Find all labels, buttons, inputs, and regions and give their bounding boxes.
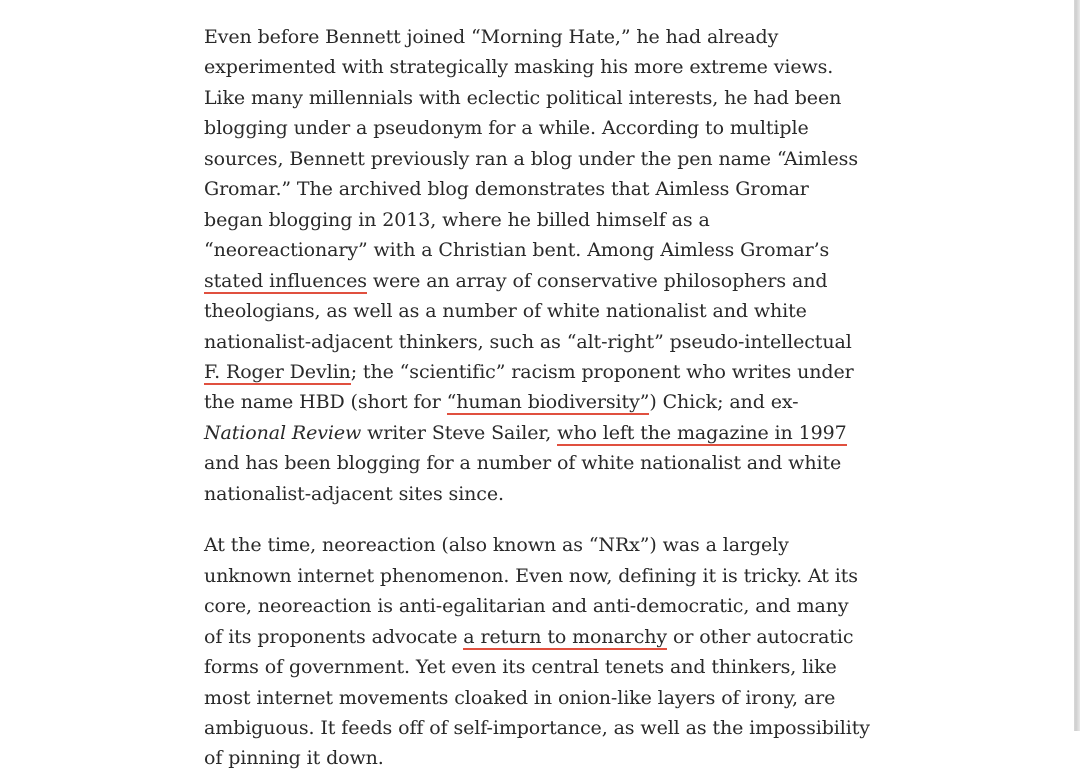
- left-magazine-1997-link[interactable]: who left the magazine in 1997: [557, 421, 847, 444]
- text-segment: ) Chick; and ex-: [649, 391, 799, 414]
- publication-name: National Review: [204, 421, 362, 444]
- text-segment: ; the “scientific” racism proponent who writes under the name HBD (short for: [204, 360, 854, 414]
- paragraph-2: [204, 530, 872, 774]
- paragraph-1: [204, 22, 872, 509]
- text-segment: and has been blogging for a number of white nationalist and white nationalist-adjacent sites since.: [204, 452, 842, 505]
- human-biodiversity-link[interactable]: “human biodiversity”: [446, 391, 650, 414]
- page-edge-scrollbar: [1074, 0, 1080, 731]
- text-segment: At the time, neoreaction (also known as “NRx”) was a largely unknown internet phenomenon. Even now, defining it is tricky. At its core, neoreaction is anti-egalitarian and anti-democratic, and many of its proponents advocate: [204, 534, 858, 648]
- article-body: [204, 22, 872, 774]
- text-segment: or other autocratic forms of government. Yet even its central tenets and thinkers, like most internet movements cloaked in onion-like layers of irony, are ambiguous. It feeds off of self-importance, as well as the impossibility of pinning it down.: [204, 625, 870, 770]
- text-segment: Even before Bennett joined “Morning Hate,” he had already experimented with strategically masking his more extreme views. Like many millennials with eclectic political interests, he had been blogging under a pseudonym for a while. According to multiple sources, Bennett previously ran a blog under the pen name “Aimless Gromar.” The archived blog demonstrates that Aimless Gromar began blogging in 2013, where he billed himself as a “neoreactionary” with a Christian bent. Among Aimless Gromar’s: [204, 26, 858, 262]
- f-roger-devlin-link[interactable]: F. Roger Devlin: [204, 360, 351, 383]
- stated-influences-link[interactable]: stated influences: [204, 269, 367, 292]
- text-segment: writer Steve Sailer,: [361, 421, 558, 444]
- return-to-monarchy-link[interactable]: a return to monarchy: [463, 625, 668, 648]
- text-segment: were an array of conservative philosophers and theologians, as well as a number of white nationalist and white nationalist-adjacent thinkers, such as “alt-right” pseudo-intellectual: [204, 269, 852, 353]
